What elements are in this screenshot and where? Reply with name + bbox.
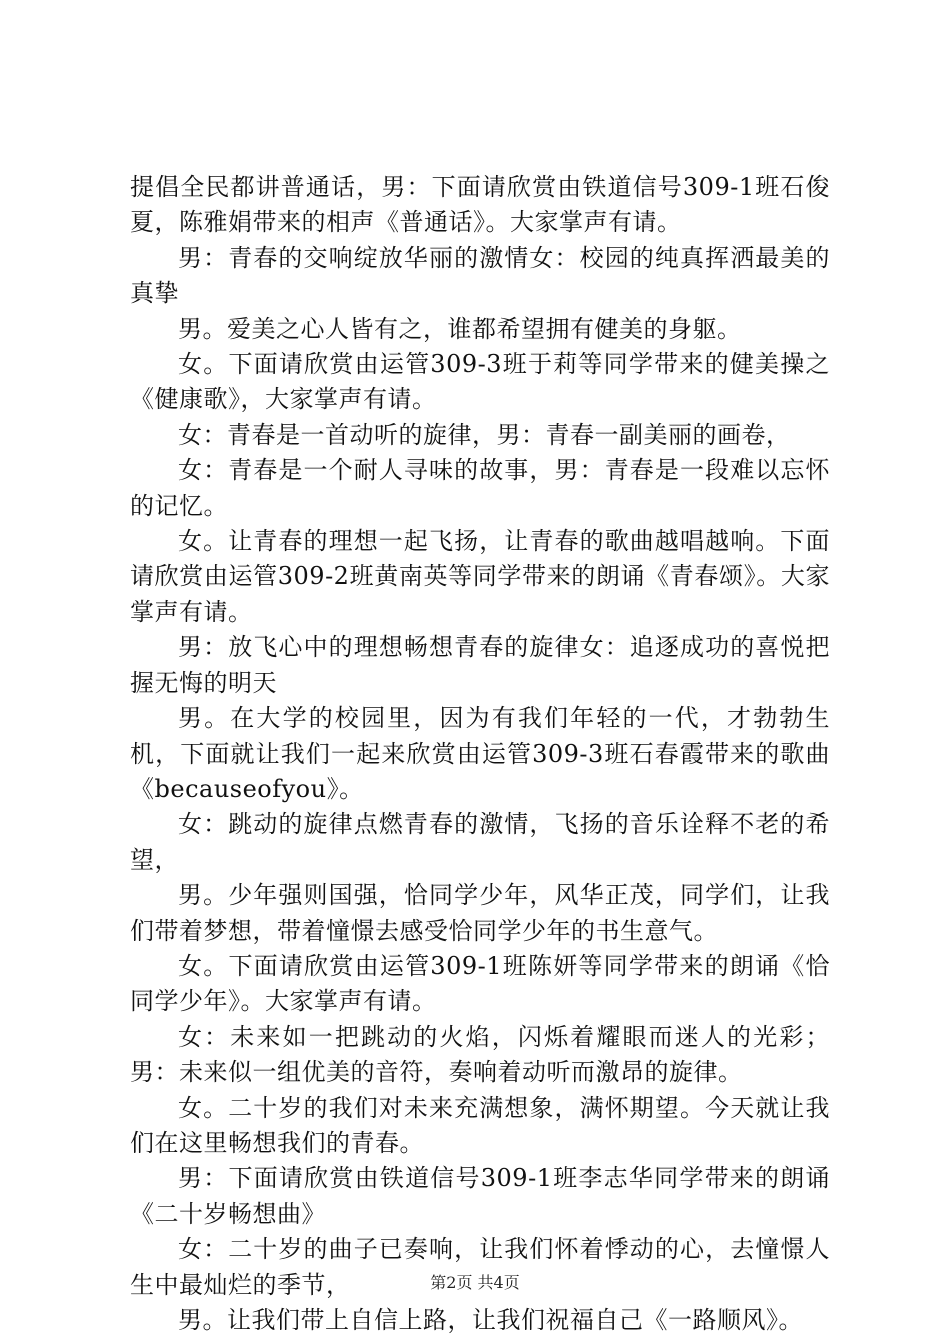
paragraph-17: 男。让我们带上自信上路，让我们祝福自己《一路顺风》。 (178, 1306, 803, 1334)
page-number-label: 第2页 共4页 (430, 1273, 520, 1292)
paragraph-6: 女：青春是一个耐人寻味的故事，男：青春是一段难以忘怀的记忆。 (130, 456, 830, 520)
paragraph-16: 女：二十岁的曲子已奏响，让我们怀着悸动的心，去憧憬人生中最灿烂的季节， (130, 1235, 830, 1299)
paragraph-10: 女：跳动的旋律点燃青春的激情，飞扬的音乐诠释不老的希望， (130, 810, 830, 874)
page-footer (0, 1273, 950, 1293)
paragraph-11: 男。少年强则国强，恰同学少年，风华正茂，同学们，让我们带着梦想，带着憧憬去感受恰同学少年的书生意气。 (130, 881, 830, 945)
paragraph-13: 女：未来如一把跳动的火焰，闪烁着耀眼而迷人的光彩；男：未来似一组优美的音符，奏响着动听而激昂的旋律。 (130, 1022, 830, 1087)
paragraph-9: 男。在大学的校园里，因为有我们年轻的一代，才勃勃生机，下面就让我们一起来欣赏由运管309-3班石春霞带来的歌曲《becauseofyou》。 (130, 704, 830, 803)
paragraph-2: 男：青春的交响绽放华丽的激情女：校园的纯真挥洒最美的真挚 (130, 243, 830, 308)
paragraph-7: 女。让青春的理想一起飞扬，让青春的歌曲越唱越响。下面请欣赏由运管309-2班黄南英等同学带来的朗诵《青春颂》。大家掌声有请。 (130, 527, 830, 626)
paragraph-3: 男。爱美之心人皆有之，谁都希望拥有健美的身躯。 (178, 314, 742, 343)
paragraph-14: 女。二十岁的我们对未来充满想象，满怀期望。今天就让我们在这里畅想我们的青春。 (130, 1093, 830, 1157)
document-body (130, 170, 830, 1338)
paragraph-1: 提倡全民都讲普通话，男：下面请欣赏由铁道信号309-1班石俊夏，陈雅娟带来的相声《普通话》。大家掌声有请。 (130, 173, 830, 237)
paragraph-12: 女。下面请欣赏由运管309-1班陈妍等同学带来的朗诵《恰同学少年》。大家掌声有请。 (130, 951, 830, 1016)
paragraph-15: 男：下面请欣赏由铁道信号309-1班李志华同学带来的朗诵《二十岁畅想曲》 (130, 1164, 830, 1228)
paragraph-5: 女：青春是一首动听的旋律，男：青春一副美丽的画卷， (178, 420, 791, 449)
paragraph-8: 男：放飞心中的理想畅想青春的旋律女：追逐成功的喜悦把握无悔的明天 (130, 633, 830, 697)
paragraph-4: 女。下面请欣赏由运管309-3班于莉等同学带来的健美操之《健康歌》，大家掌声有请。 (130, 350, 830, 414)
